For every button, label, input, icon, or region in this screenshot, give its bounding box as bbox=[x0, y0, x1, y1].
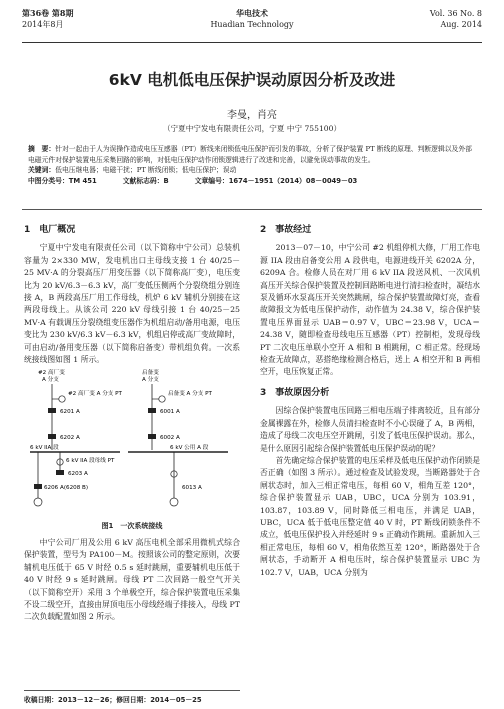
breaker-6001a bbox=[148, 408, 156, 413]
volume-cn: 第36卷 第8期 bbox=[22, 8, 74, 18]
breaker-6002a-label: 6002 A bbox=[160, 435, 180, 442]
section-3-paragraph-1: 因综合保护装置电压回路三相电压端子排离较近，且有部分金属裸露在外，检修人员清扫检查时不小心误碰了 A，B 两相，造成了母线二次电压空开跳闸，引发了低电压保护误动。那么，是什么原因引起综合保护装置低电压保护误动的呢？ bbox=[260, 406, 480, 453]
journal-en: Huadian Technology bbox=[210, 20, 294, 29]
section-2-paragraph-1: 2013－07－10，中宁公司 #2 机组停机大修，厂用工作电源 IIA 段由启备变公用 A 段供电，电源进线开关 6202A 分，6209A 合。检修人员在对厂用 6 kV IIA 段送风机、一次风机高压开关综合保护装置及控制回路断电进行清扫检查时，凝结水泵及循环水泵高压开关突然跳闸，综合保护装置故障灯亮，查看故障报文为低电压保护动作，动作值为 24.38 V，综合保护装置电压界面显示 UAB＝0.97 V，UBC＝23.98 V，UCA＝24.38 V，随即检查母线电压互感器（PT）控制柜，发现母线 PT 二次电压单联小空开 A 相和 B 相跳闸，C 相正常。经现场检查无故障点，恶搭绝缘检测合格后，送上 A 相空开和 B 两相空开，电压恢复正常。 bbox=[260, 243, 480, 377]
paper-affiliation: （宁夏中宁发电有限责任公司，宁夏 中宁 755100） bbox=[162, 124, 342, 133]
right-branch-pt-label: 启备变 A 分支 PT bbox=[168, 391, 212, 398]
abstract-divider bbox=[22, 209, 482, 210]
date-en: Aug. 2014 bbox=[440, 20, 482, 29]
breaker-6202a-label: 6202 A bbox=[60, 435, 80, 442]
section-2-title: 2 事故经过 bbox=[260, 225, 312, 235]
motor-left-symbol bbox=[34, 498, 42, 506]
abstract-block bbox=[28, 144, 474, 186]
breaker-6206a-label: 6206 A(6208 B) bbox=[44, 485, 89, 492]
breaker-6013a-label: 6013 A bbox=[182, 485, 202, 492]
journal-cn: 华电技术 bbox=[236, 8, 268, 18]
header-right bbox=[430, 8, 482, 30]
bus-pt-label: 6 kV IIA 段母线 PT bbox=[66, 458, 115, 465]
received-date: 收稿日期：2013－12－26；修回日期：2014－05－25 bbox=[24, 690, 240, 704]
section-3-paragraph-2: 首先确定综合保护装置的电压采样及低电压保护动作闭锁是否正确（如图 3 所示）。通过检查及试验发现，当断路器处于合闸状态时，加入三相正常电压，每相 60 V，相角互差 120°，综合保护装置显示 UAB，UBC，UCA 分别为 103.91，103.87，103.89 V，同时降低三相电压，并满足 UAB，UBC，UCA 低于低电压整定值 40 V 时，PT 断线闭锁条件不成立，低电压保护投入并经延时 9 s 正确动作跳闸。重新加入三相正常电压，每相 60 V，相角依然互差 120°，断路器处于合闸状态，手动断开 A 相电压时，综合保护装置显示 UBC 为 102.7 V，UAB，UCA 分别为 bbox=[260, 455, 480, 577]
abstract-text: 针对一起由于人为误操作造成电压互感器（PT）断线来闭锁低电压保护而引发的事故，分析了保护装置 PT 断线的原理、判断逻辑以及外部电磁元件对保护装置电压采集回路的影响，对低电压保护动作闭锁逻辑进行了改进和完善，以避免误动事故的发生。 bbox=[28, 145, 472, 164]
breaker-6002a bbox=[148, 434, 156, 439]
breaker-6206a bbox=[34, 484, 42, 489]
left-column bbox=[24, 222, 240, 624]
document-code: 文献标志码：B bbox=[122, 176, 169, 185]
motor-right-symbol bbox=[170, 498, 178, 506]
article-number: 文章编号：1674－1951（2014）08－0049－03 bbox=[194, 176, 358, 185]
right-supply-branch: A 分支 bbox=[142, 377, 159, 384]
left-branch-pt-label: #2 高厂变 A 分支 PT bbox=[68, 391, 122, 398]
right-pt-symbol bbox=[159, 396, 165, 402]
figure-1-diagram bbox=[24, 366, 240, 518]
paper-authors: 李曼，肖亮 bbox=[227, 110, 277, 121]
breaker-6203a-label: 6203 A bbox=[68, 471, 88, 478]
right-supply-label: 启备变 bbox=[142, 370, 159, 377]
section-3-title: 3 事故原因分析 bbox=[260, 387, 330, 398]
breaker-6201a bbox=[48, 408, 56, 413]
breaker-6203a bbox=[56, 470, 64, 475]
left-pt-symbol bbox=[59, 396, 65, 402]
section-1-title: 1 电厂概况 bbox=[24, 225, 76, 235]
paper-title: 6kV 电机低电压保护误动原因分析及改进 bbox=[108, 71, 396, 89]
breaker-6201a-label: 6201 A bbox=[60, 409, 80, 416]
bus-common-a-label: 6 kV 公用 A 段 bbox=[170, 445, 209, 452]
keywords-text: 低电压继电器；电磁干扰；PT 断线闭锁；低电压保护；误动 bbox=[55, 166, 237, 175]
date-cn: 2014年8月 bbox=[22, 20, 64, 29]
volume-en: Vol. 36 No. 8 bbox=[429, 9, 482, 18]
section-1-paragraph-1: 宁夏中宁发电有限责任公司（以下简称中宁公司）总装机容量为 2×330 MW，发电机出口主母线支接 1 台 40/25－25 MV·A 的分裂高压厂用变压器（以下简称高厂变），电压变比为 20 kV/6.3－6.3 kV，高厂变低压侧两个分裂绕组分别连接 A，B 两段高压厂用工作母线，机炉 6 kV 辅机分别接在这两段母线上。从该公司 220 kV 母线引接 1 台 40/25－25 MV·A 有载调压分裂绕组变压器作为机组启动/备用电源，电压变比为 230 kV/6.3 kV－6.3 kV，机组启停或高厂变故障时，可由启动/备用变压器（以下简称启备变）带机组负荷。一次系统接线图如图 1 所示。 bbox=[24, 243, 240, 365]
figure-1-caption: 图1 一次系统接线 bbox=[101, 522, 163, 531]
left-supply-label: #2 高厂变 bbox=[38, 370, 65, 377]
breaker-6001a-label: 6001 A bbox=[160, 409, 180, 416]
keywords-label: 关键词： bbox=[28, 166, 56, 175]
left-supply-branch: A 分支 bbox=[42, 377, 59, 384]
header-center bbox=[22, 8, 482, 30]
abstract-label: 摘 要： bbox=[28, 145, 56, 153]
right-column bbox=[260, 222, 480, 579]
breaker-6202a bbox=[48, 434, 56, 439]
section-1-paragraph-2: 中宁公司厂用及公用 6 kV 高压电机全部采用微机式综合保护装置，型号为 PA100－M。按照该公司的整定原则，次要辅机电压低于 65 V 时经 0.5 s 延时跳闸，重要辅机电压低于 40 V 时经 9 s 延时跳闸。母线 PT 二次回路一般空气开关（以下简称空开）采用 3 个单极空开，综合保护装置电压采集不设二级空开，直接由屏顶电压小母线经端子排接入，母线 PT 二次负载配置如图 2 所示。 bbox=[24, 537, 240, 622]
wiring-diagram-svg bbox=[24, 366, 240, 518]
bus-iia-label: 6 kV IIA 段 bbox=[30, 445, 59, 452]
clc-number: 中图分类号：TM 451 bbox=[28, 176, 97, 185]
running-header bbox=[22, 8, 482, 43]
